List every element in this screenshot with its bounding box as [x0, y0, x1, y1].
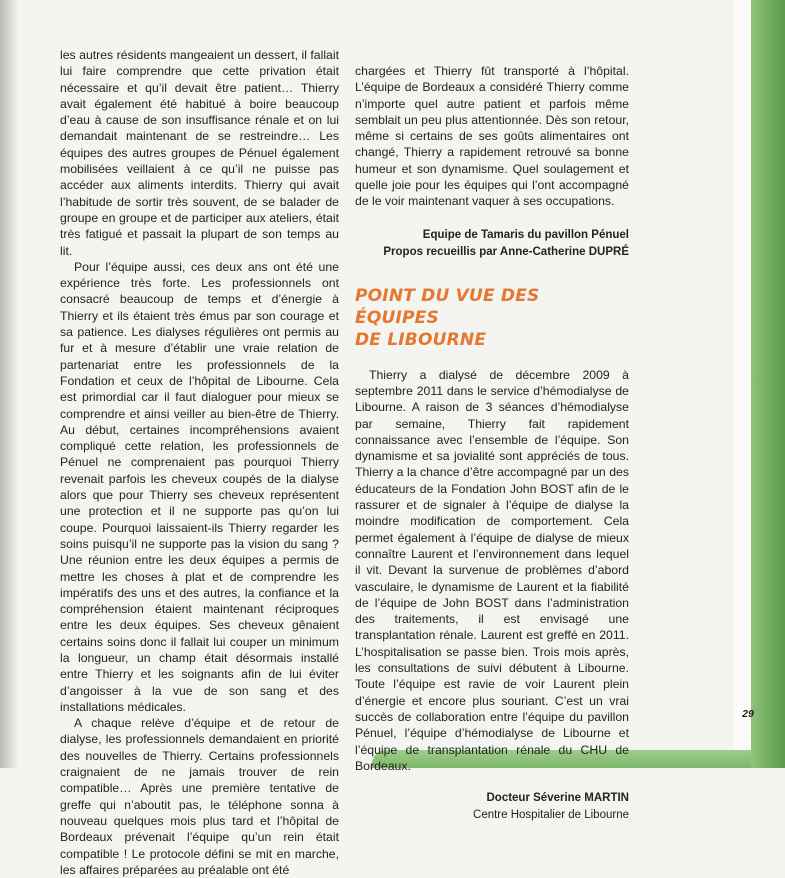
body-paragraph: les autres résidents mangeaient un dessert, il fallait lui faire comprendre que cette privation était nécessaire et qu’il devait être patient… Thierry avait également été habitué à boire beaucoup d’eau à cause de son insuffisance rénale et on lui demandait maintenant de se restreindre… Les équipes des autres groupes de Pénuel également mobilisées veillaient à ce qu’il ne puisse pas accéder aux aliments interdits. Thierry qui avait l’habitude de sortir très souvent, de se balader de groupe en groupe et de participer aux ateliers, était très fatigué et passait la plupart de son temps au lit.: [60, 48, 339, 258]
left-text-column: [60, 47, 339, 878]
signature-block-doctor: [355, 790, 629, 824]
right-text-column: [355, 63, 629, 824]
signature-collected-by: Propos recueillis par Anne-Catherine DUPRÉ: [383, 245, 629, 258]
signature-block-tamaris: [355, 227, 629, 261]
page-number: 29: [742, 708, 754, 720]
body-paragraph: A chaque relève d’équipe et de retour de dialyse, les professionnels demandaient en priorité des nouvelles de Thierry. Certains professionnels craignaient de ne jamais trouver de rein compatible… Après une première tentative de greffe qui n’aboutit pas, le téléphone sonna à nouveau quelques mois plus tard et l’hôpital de Bordeaux prévenait l’équipe qu’un rein était compatible ! Le protocole défini se mit en marche, les affaires préparées au préalable ont été: [60, 716, 339, 877]
signature-doctor-name: Docteur Séverine MARTIN: [486, 792, 629, 805]
page-margin-strip: [733, 0, 751, 768]
signature-hospital: Centre Hospitalier de Libourne: [473, 809, 629, 822]
page-spine-shadow: [0, 0, 18, 768]
section-paragraph: Thierry a dialysé de décembre 2009 à septembre 2011 dans le service d’hémodialyse de Libourne. A raison de 3 séances d’hémodialyse par semaine, Thierry fait rapidement connaissance avec l’ensemble de l’équipe. Son dynamisme et sa jovialité sont appréciés de tous. Thierry a la chance d’être accompagné par un des éducateurs de la Fondation John BOST afin de le rassurer et de signaler à l’équipe de dialyse la moindre modification de comportement. Cela permet également à l’équipe de dialyse de mieux connaître Laurent et l’environnement dans lequel il vit. Devant la survenue de problèmes d’abord vasculaire, le dynamisme de Laurent et la fiabilité de l’équipe de John BOST dans l’administration des traitements, il est envisagé une transplantation rénale. Laurent est greffé en 2011. L’hospitalisation se passe bien. Trois mois après, les consultations de suivi débutent à Libourne. Toute l’équipe est ravie de voir Laurent plein d’énergie et encore plus souriant. C’est un vrai succès de collaboration entre l’équipe du pavillon Pénuel, l’équipe d’hémodialyse de Libourne et l’équipe de transplantation rénale du CHU de Bordeaux.: [355, 367, 629, 773]
body-paragraph-continuation: chargées et Thierry fût transporté à l’hôpital. L’équipe de Bordeaux a considéré Thierry comme n’importe quel autre patient et parfois même semblait un peu plus attentionnée. Dès son retour, même si certains de ses goûts alimentaires ont changé, Thierry a rapidement retrouvé sa bonne humeur et son dynamisme. Quel soulagement et quelle joie pour les équipes qui l’ont accompagné de le voir maintenant vaquer à ses occupations.: [355, 64, 629, 209]
section-heading-line: POINT DU VUE DES ÉQUIPES: [355, 285, 540, 328]
section-heading: [355, 285, 629, 351]
section-heading-line: DE LIBOURNE: [355, 329, 487, 350]
signature-team: Equipe de Tamaris du pavillon Pénuel: [422, 228, 629, 241]
body-paragraph: Pour l’équipe aussi, ces deux ans ont été une expérience très forte. Les professionnels ont consacré beaucoup de temps et d’énergie à Thierry et ils étaient très émus par son courage et sa patience. Les dialyses régulières ont permis au fur et à mesure d’établir une vraie relation de partenariat entre les professionnels de la Fondation et ceux de l’hôpital de Libourne. Cela est primordial car il faut dialoguer pour mieux se comprendre et ainsi veiller au bien-être de Thierry. Au début, certaines incompréhensions avaient compliqué cette relation, les professionnels de Pénuel ne comprenaient pas pourquoi Thierry revenait parfois les cheveux coupés de la dialyse alors que pour Thierry ses cheveux représentent une protection et il ne supporte pas qu’on lui coupe. Pourquoi laissaient-ils Thierry regarder les soins puisqu’il ne supporte pas la vision du sang ? Une réunion entre les deux équipes a permis de mettre les choses à plat et de comprendre les impératifs des uns et des autres, la confiance et la compréhension étaient maintenant réciproques entre les deux équipes. Ses cheveux gênaient certains soins donc il fallait lui couper un minimum la longueur, un champ était désormais installé entre Thierry et les soignants afin de lui éviter d’angoisser à la vue de son sang et des installations médicales.: [60, 259, 339, 714]
green-page-edge: [751, 0, 785, 768]
